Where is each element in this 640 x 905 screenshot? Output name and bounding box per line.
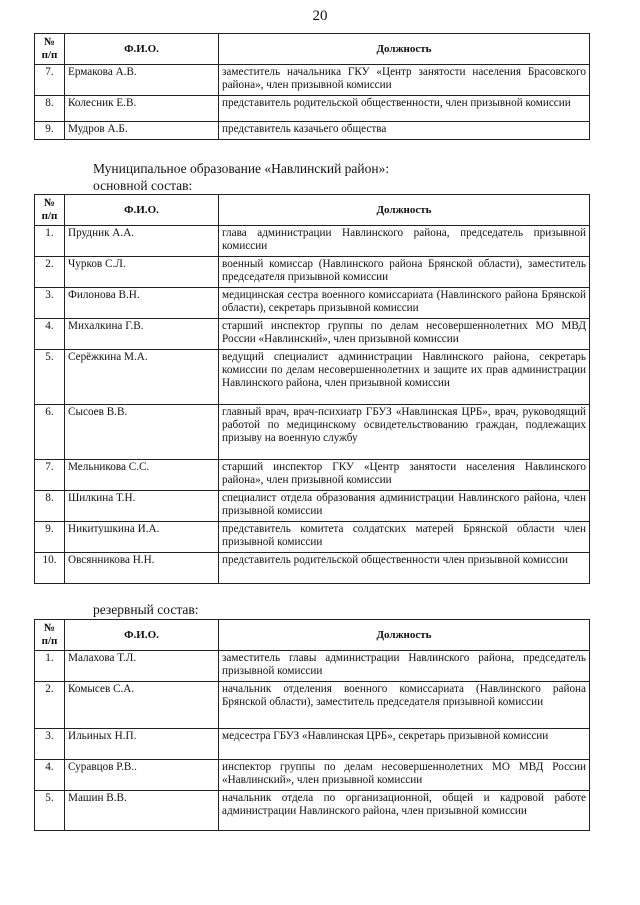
position-description: представитель родительской общественности, член призывной комиссии: [219, 96, 590, 122]
header-name: Ф.И.О.: [65, 195, 219, 226]
person-name: Прудник А.А.: [65, 226, 219, 257]
row-number: 8.: [35, 96, 65, 122]
row-number: 2.: [35, 682, 65, 729]
row-number: 5.: [35, 791, 65, 831]
table-row: [35, 491, 590, 522]
person-name: Никитушкина И.А.: [65, 522, 219, 553]
row-number: 4.: [35, 760, 65, 791]
page-number: 20: [312, 8, 328, 24]
person-name: Чурков С.Л.: [65, 257, 219, 288]
person-name: Шилкина Т.Н.: [65, 491, 219, 522]
person-name: Малахова Т.Л.: [65, 651, 219, 682]
person-name: Машин В.В.: [65, 791, 219, 831]
header-position: Должность: [219, 195, 590, 226]
main-composition-label: основной состав:: [93, 178, 193, 193]
position-description: медсестра ГБУЗ «Навлинская ЦРБ», секретарь призывной комиссии: [219, 729, 590, 760]
position-description: начальник отделения военного комиссариата (Навлинского района Брянской области), заместитель председателя призывной комиссии: [219, 682, 590, 729]
position-description: инспектор группы по делам несовершеннолетних МО МВД России «Навлинский», член призывной комиссии: [219, 760, 590, 791]
table-row: [35, 65, 590, 96]
table-row: [35, 96, 590, 122]
person-name: Серёжкина М.А.: [65, 350, 219, 405]
table-row: [35, 651, 590, 682]
header-name: Ф.И.О.: [65, 34, 219, 65]
header-name: Ф.И.О.: [65, 620, 219, 651]
table-row: [35, 226, 590, 257]
table-row: [35, 682, 590, 729]
row-number: 4.: [35, 319, 65, 350]
table-main-composition: [34, 194, 590, 584]
row-number: 8.: [35, 491, 65, 522]
header-num: № п/п: [35, 195, 65, 226]
table-row: [35, 553, 590, 584]
person-name: Мудров А.Б.: [65, 122, 219, 140]
position-description: медицинская сестра военного комиссариата (Навлинского района Брянской области), секретарь призывной комиссии: [219, 288, 590, 319]
table-row: [35, 791, 590, 831]
person-name: Мельникова С.С.: [65, 460, 219, 491]
person-name: Комысев С.А.: [65, 682, 219, 729]
position-description: начальник отдела по организационной, общей и кадровой работе администрации Навлинского района, член призывной комиссии: [219, 791, 590, 831]
header-num: № п/п: [35, 620, 65, 651]
row-number: 3.: [35, 288, 65, 319]
position-description: ведущий специалист администрации Навлинского района, секретарь комиссии по делам несовершеннолетних и защите их прав администрации Навлинского района, член призывной комиссии: [219, 350, 590, 405]
row-number: 3.: [35, 729, 65, 760]
person-name: Филонова В.Н.: [65, 288, 219, 319]
position-description: заместитель главы администрации Навлинского района, председатель призывной комиссии: [219, 651, 590, 682]
table-row: [35, 460, 590, 491]
table-row: [35, 405, 590, 460]
person-name: Ермакова А.В.: [65, 65, 219, 96]
row-number: 6.: [35, 405, 65, 460]
table-row: [35, 522, 590, 553]
table-continuation: [34, 33, 590, 140]
table-row: [35, 122, 590, 140]
table-reserve-composition: [34, 619, 590, 831]
row-number: 1.: [35, 226, 65, 257]
row-number: 9.: [35, 522, 65, 553]
position-description: представитель родительской общественности член призывной комиссии: [219, 553, 590, 584]
person-name: Михалкина Г.В.: [65, 319, 219, 350]
position-description: глава администрации Навлинского района, председатель призывной комиссии: [219, 226, 590, 257]
person-name: Ильиных Н.П.: [65, 729, 219, 760]
row-number: 9.: [35, 122, 65, 140]
table-row: [35, 729, 590, 760]
position-description: представитель казачьего общества: [219, 122, 590, 140]
table-row: [35, 319, 590, 350]
section-title: Муниципальное образование «Навлинский район»:: [93, 161, 390, 176]
row-number: 7.: [35, 65, 65, 96]
position-description: представитель комитета солдатских матерей Брянской области член призывной комиссии: [219, 522, 590, 553]
row-number: 1.: [35, 651, 65, 682]
header-num: № п/п: [35, 34, 65, 65]
position-description: военный комиссар (Навлинского района Брянской области), заместитель председателя призывной комиссии: [219, 257, 590, 288]
row-number: 10.: [35, 553, 65, 584]
person-name: Овсянникова Н.Н.: [65, 553, 219, 584]
table-row: [35, 760, 590, 791]
person-name: Колесник Е.В.: [65, 96, 219, 122]
table-row: [35, 350, 590, 405]
person-name: Суравцов Р.В..: [65, 760, 219, 791]
person-name: Сысоев В.В.: [65, 405, 219, 460]
position-description: старший инспектор группы по делам несовершеннолетних МО МВД России «Навлинский», член призывной комиссии: [219, 319, 590, 350]
row-number: 2.: [35, 257, 65, 288]
header-position: Должность: [219, 34, 590, 65]
position-description: главный врач, врач-психиатр ГБУЗ «Навлинская ЦРБ», врач, руководящий работой по медицинскому освидетельствованию граждан, подлежащих призыву на военную службу: [219, 405, 590, 460]
row-number: 5.: [35, 350, 65, 405]
position-description: старший инспектор ГКУ «Центр занятости населения Навлинского района», член призывной комиссии: [219, 460, 590, 491]
table-row: [35, 288, 590, 319]
table-row: [35, 257, 590, 288]
position-description: заместитель начальника ГКУ «Центр занятости населения Брасовского района», член призывной комиссии: [219, 65, 590, 96]
reserve-composition-label: резервный состав:: [93, 602, 199, 617]
header-position: Должность: [219, 620, 590, 651]
row-number: 7.: [35, 460, 65, 491]
position-description: специалист отдела образования администрации Навлинского района, член призывной комиссии: [219, 491, 590, 522]
